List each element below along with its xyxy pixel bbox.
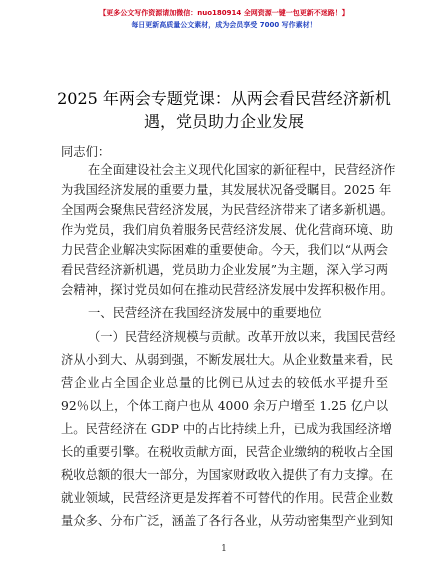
body-line: 92％以上，个体工商户也从 4000 余万户增至 1.25 亿户以 [61, 399, 388, 413]
body-line: 在全面建设社会主义现代化国家的新征程中，民营经济作 [88, 163, 396, 177]
body-line: 会精神，探讨党员如何在推动民营经济发展中发挥积极作用。 [61, 283, 394, 297]
promo-banner-sub: 每日更新高质量公文素材，成为会员享受 7000 写作素材！ [131, 21, 317, 29]
body-line: 为我国经济发展的重要力量，其发展状况备受瞩目。2025 年 [61, 183, 392, 197]
body-line: 税收总额的很大一部分，为国家财政收入提供了有力支撑。在 [61, 468, 394, 482]
salutation: 同志们： [61, 145, 111, 159]
body-line: 量众多、分布广泛，涵盖了各行各业，从劳动密集型产业到知 [61, 514, 394, 528]
body-line: 作为党员，我们肩负着服务民营经济发展、优化营商环境、助 [61, 223, 394, 237]
document-title-line-2: 遇，党员助力企业发展 [143, 112, 304, 131]
body-line: 看民营经济新机遇，党员助力企业发展”为主题，深入学习两 [61, 263, 388, 277]
section-heading: 一、民营经济在我国经济发展中的重要地位 [88, 306, 322, 320]
document-title-line-1: 2025 年两会专题党课：从两会看民营经济新机 [57, 89, 391, 108]
promo-banner-top: 【更多公文写作资源请加微信：nuo180914 全网资源一键一包更新不迷路！】 [99, 9, 349, 17]
body-line: 济从小到大、从弱到强，不断发展壮大。从企业数量来看，民 [61, 353, 394, 367]
body-line: 力民营企业解决实际困难的重要使命。今天，我们以“从两会 [61, 243, 388, 257]
page-number: 1 [221, 544, 227, 554]
body-line: 长的重要引擎。在税收贡献方面，民营企业缴纳的税收占全国 [61, 445, 394, 459]
body-line: 上。民营经济在 GDP 中的占比持续上升，已成为我国经济增 [61, 422, 392, 436]
body-line: 营企业占全国企业总量的比例已从过去的较低水平提升至 [61, 376, 388, 390]
body-line: 全国两会聚焦民营经济发展，为民营经济带来了诸多新机遇。 [61, 203, 394, 217]
body-line: （一）民营经济规模与贡献。改革开放以来，我国民营经 [88, 330, 396, 344]
body-line: 就业领域，民营经济更是发挥着不可替代的作用。民营企业数 [61, 491, 394, 505]
